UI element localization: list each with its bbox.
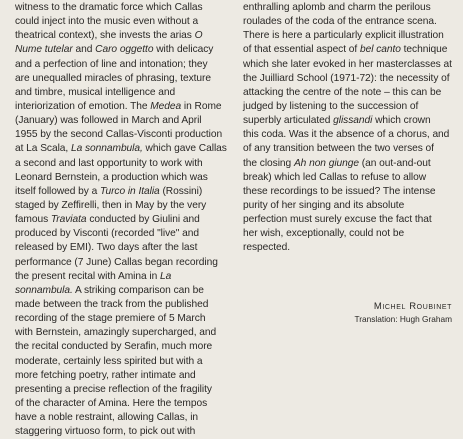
italic-text-run: La sonnambula,	[70, 143, 143, 155]
text-run: the present recital with Amina in	[15, 270, 160, 282]
text-run: enthralling aplomb and charm the perilous	[243, 2, 431, 13]
text-line	[15, 312, 227, 326]
text-line	[243, 100, 459, 114]
text-run: of that essential aspect of	[243, 44, 360, 56]
text-line	[15, 199, 227, 213]
text-run: perfection must surely excuse the fact that	[243, 214, 432, 226]
text-line	[15, 43, 227, 57]
text-line	[15, 1, 227, 15]
text-run: could inject into the music even without a	[15, 16, 199, 28]
text-run: staggering virtuoso form, to pick out with	[15, 426, 196, 438]
text-run: more fetching poetry, rather intimate and	[15, 369, 196, 381]
text-line	[15, 171, 227, 185]
text-run: (January) was followed in March and April	[15, 115, 202, 127]
text-run: famous	[15, 214, 51, 226]
text-run: in Rome	[181, 100, 222, 112]
text-line	[15, 425, 227, 439]
text-run: of any transition between the two verses of	[243, 143, 434, 155]
text-run: these recordings to be issued? The intense	[243, 185, 436, 197]
text-run: break) which led Callas to refuse to allow	[243, 171, 427, 183]
text-run: conducted by Giulini and	[86, 214, 200, 226]
italic-text-run: glissandi	[333, 115, 373, 127]
text-run: respected.	[243, 242, 291, 254]
text-run: the recital conducted by Serafin, much more	[15, 341, 213, 353]
italic-text-run: Traviata	[50, 214, 87, 226]
text-run: superbly articulated	[243, 115, 334, 127]
text-run: of the character of Amina. Here the tempos	[15, 397, 208, 409]
text-run: the closing	[243, 157, 294, 169]
text-run: at La Scala,	[15, 143, 71, 155]
text-run: (an out-and-out	[359, 157, 431, 169]
text-line	[15, 397, 227, 411]
text-run: with Bernstein, amazingly supercharged, and	[15, 327, 217, 339]
text-line	[15, 355, 227, 369]
text-run: this coda. Was it the absence of a chorus, and	[243, 129, 450, 141]
text-line	[15, 213, 227, 227]
text-run: are unequalled miracles of phrasing, texture	[15, 72, 212, 84]
text-line	[243, 128, 459, 142]
text-run: with delicacy	[153, 44, 214, 56]
text-run: itself followed by a	[15, 185, 101, 197]
text-line	[15, 128, 227, 142]
text-line	[15, 411, 227, 425]
text-line	[15, 383, 227, 397]
text-run: There is here a particularly explicit illustration	[243, 30, 444, 42]
italic-text-run: O	[194, 30, 203, 42]
text-run: performance (7 June) Callas began recording	[15, 256, 218, 268]
translation-credit: Translation: Hugh Graham	[354, 314, 452, 324]
text-run: roulades of the coda of the entrance scena.	[243, 16, 437, 28]
text-line	[243, 199, 459, 213]
text-run: A striking comparison can be	[72, 284, 204, 296]
text-run: (Rossini)	[159, 185, 203, 197]
italic-text-run: Medea	[150, 100, 182, 112]
text-run: witness to the dramatic force which Callas	[15, 2, 203, 13]
text-run: which she later evoked in her masterclasses at	[243, 58, 452, 70]
italic-text-run: Nume tutelar	[15, 44, 73, 56]
credits	[252, 300, 452, 326]
text-line	[15, 340, 227, 354]
text-line	[243, 213, 459, 227]
text-line	[243, 157, 459, 171]
text-line	[15, 298, 227, 312]
text-line	[243, 142, 459, 156]
text-run: and timbre, musical intelligence and	[15, 86, 176, 98]
text-line	[243, 171, 459, 185]
text-run: 1955 by the second Callas-Visconti production	[15, 129, 223, 141]
text-line	[243, 72, 459, 86]
text-line	[15, 72, 227, 86]
text-line	[15, 369, 227, 383]
italic-text-run: Turco in Italia	[100, 185, 160, 197]
text-line	[15, 270, 227, 284]
italic-text-run: sonnambula.	[15, 284, 73, 296]
text-line	[15, 185, 227, 199]
text-line	[243, 15, 459, 29]
text-line	[15, 29, 227, 43]
text-run: a second and last opportunity to work with	[15, 157, 203, 169]
text-line	[243, 86, 459, 100]
text-run: made between the track from the published	[15, 298, 209, 310]
italic-text-run: bel canto	[359, 44, 401, 56]
text-line	[15, 114, 227, 128]
text-line	[15, 241, 227, 255]
text-line	[15, 15, 227, 29]
text-run: Leonard Bernstein, a production which was	[15, 171, 208, 183]
text-line	[15, 100, 227, 114]
left-text-column	[15, 1, 227, 439]
text-run: recording of the stage premiere of 5 March	[15, 313, 206, 325]
text-run: judged by listening to the succession of	[243, 100, 419, 112]
italic-text-run: La	[159, 270, 172, 282]
text-line	[15, 227, 227, 241]
text-line	[15, 284, 227, 298]
text-line	[243, 58, 459, 72]
text-run: released by EMI). Two days after the last	[15, 242, 198, 254]
text-run: purity of her singing and its absolute	[243, 199, 405, 211]
text-run: attacking the centre of the note – this can be	[243, 86, 442, 98]
text-run: the Juilliard School (1971-72): the necessity of	[243, 72, 450, 84]
italic-text-run: Caro oggetto	[95, 44, 154, 56]
text-line	[243, 43, 459, 57]
text-line	[15, 58, 227, 72]
right-text-column	[243, 1, 459, 256]
text-run: and	[72, 44, 96, 56]
text-run: technique	[400, 44, 448, 56]
text-line	[15, 326, 227, 340]
text-run: staged by Zeffirelli, then in May by the very	[15, 199, 207, 211]
text-run: which crown	[372, 115, 431, 127]
text-run: interiorization of emotion. The	[15, 100, 151, 112]
text-run: produced by Visconti (recorded "live" and	[15, 228, 199, 240]
text-run: and a perfection of line and intonation; they	[15, 58, 208, 70]
text-line	[243, 227, 459, 241]
text-run: theatrical context), she invests the arias	[15, 30, 195, 42]
text-run: presenting a precise reflection of the fragility	[15, 383, 212, 395]
text-line	[15, 157, 227, 171]
text-run: which gave Callas	[142, 143, 227, 155]
text-line	[15, 256, 227, 270]
text-line	[243, 29, 459, 43]
italic-text-run: Ah non giunge	[293, 157, 359, 169]
text-line	[15, 142, 227, 156]
text-line	[243, 185, 459, 199]
text-line	[15, 86, 227, 100]
text-run: moderate, certainly less spirited but with a	[15, 355, 203, 367]
text-line	[243, 241, 459, 255]
text-run: her wish, exceptionally, could not be	[243, 228, 405, 240]
author-name: Michel Roubinet	[373, 301, 452, 312]
text-line	[243, 1, 459, 15]
text-run: have a noble restraint, allowing Callas, in	[15, 412, 199, 424]
text-line	[243, 114, 459, 128]
